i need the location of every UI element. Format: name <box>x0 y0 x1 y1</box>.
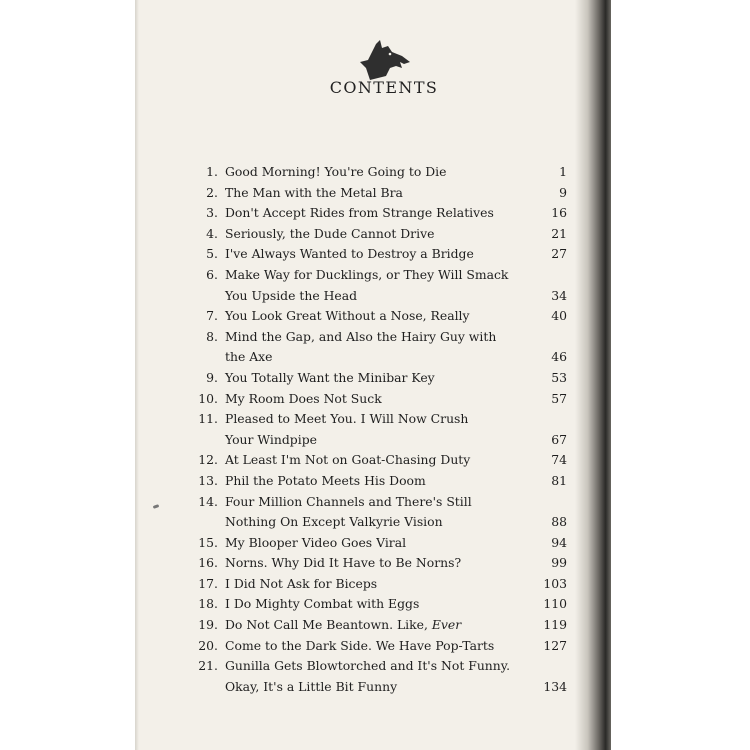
page-number: 127 <box>543 637 567 653</box>
toc-line <box>190 389 570 410</box>
toc-entry <box>190 389 570 410</box>
toc-line <box>190 615 570 636</box>
chapter-title: I Did Not Ask for Biceps <box>225 575 378 591</box>
toc-line <box>190 471 570 492</box>
toc-entry <box>190 471 570 492</box>
chapter-number: 20. <box>198 637 218 653</box>
toc-line <box>190 430 570 451</box>
chapter-title: Don't Accept Rides from Strange Relatives <box>225 205 494 221</box>
chapter-title: You Upside the Head <box>225 287 358 303</box>
toc-line <box>190 183 570 204</box>
chapter-number: 14. <box>198 493 218 509</box>
toc-entry <box>190 656 570 697</box>
toc-entry <box>190 306 570 327</box>
chapter-number: 21. <box>198 658 218 674</box>
toc-entry <box>190 162 570 183</box>
toc-entry <box>190 265 570 306</box>
toc-line <box>190 636 570 657</box>
chapter-title: Norns. Why Did It Have to Be Norns? <box>225 555 462 571</box>
chapter-title: Your Windpipe <box>225 431 317 447</box>
chapter-number: 2. <box>206 184 218 200</box>
chapter-number: 6. <box>206 266 218 282</box>
toc-line <box>190 162 570 183</box>
toc-line <box>190 244 570 265</box>
page-number: 57 <box>551 390 567 406</box>
spine-shadow <box>575 0 611 750</box>
chapter-title: Pleased to Meet You. I Will Now Crush <box>225 411 469 427</box>
page-number: 134 <box>543 678 567 694</box>
page-title: CONTENTS <box>329 78 439 97</box>
toc-line <box>190 203 570 224</box>
toc-line <box>190 492 570 513</box>
page-number: 21 <box>551 225 567 241</box>
toc-entry <box>190 368 570 389</box>
toc-line <box>190 533 570 554</box>
chapter-title: At Least I'm Not on Goat-Chasing Duty <box>225 452 471 468</box>
page-number: 103 <box>543 575 567 591</box>
chapter-number: 17. <box>198 575 218 591</box>
chapter-number: 3. <box>206 205 218 221</box>
chapter-number: 7. <box>206 308 218 324</box>
chapter-title: Mind the Gap, and Also the Hairy Guy with <box>225 328 497 344</box>
chapter-number: 12. <box>198 452 218 468</box>
page-number: 94 <box>551 534 567 550</box>
toc-line <box>190 553 570 574</box>
chapter-title: Make Way for Ducklings, or They Will Smack <box>225 266 509 282</box>
chapter-title: My Room Does Not Suck <box>225 390 382 406</box>
toc-entry <box>190 244 570 265</box>
toc-line <box>190 265 570 286</box>
chapter-number: 15. <box>198 534 218 550</box>
toc-line <box>190 574 570 595</box>
chapter-number: 16. <box>198 555 218 571</box>
page-number: 81 <box>551 472 567 488</box>
chapter-title: Seriously, the Dude Cannot Drive <box>225 225 435 241</box>
page-number: 53 <box>551 369 567 385</box>
toc-entry <box>190 450 570 471</box>
chapter-title: I've Always Wanted to Destroy a Bridge <box>225 246 474 262</box>
page-number: 34 <box>551 287 567 303</box>
chapter-number: 4. <box>206 225 218 241</box>
chapter-number: 10. <box>198 390 218 406</box>
toc-entry <box>190 636 570 657</box>
toc-line <box>190 224 570 245</box>
page-number: 40 <box>551 308 567 324</box>
page-number: 110 <box>543 596 567 612</box>
toc-line <box>190 409 570 430</box>
chapter-number: 13. <box>198 472 218 488</box>
toc-line <box>190 512 570 533</box>
toc-entry <box>190 574 570 595</box>
page-left-edge <box>135 0 139 750</box>
toc-line <box>190 677 570 698</box>
page-number: 119 <box>543 617 567 633</box>
toc-entry <box>190 615 570 636</box>
chapter-number: 18. <box>198 596 218 612</box>
page-number: 16 <box>551 205 567 221</box>
chapter-title: You Totally Want the Minibar Key <box>225 369 435 385</box>
chapter-title-italic: Ever <box>431 617 462 633</box>
chapter-title: Good Morning! You're Going to Die <box>225 164 447 179</box>
chapter-title: I Do Mighty Combat with Eggs <box>225 596 420 612</box>
chapter-title: Do Not Call Me Beantown. Like, Ever <box>225 617 462 633</box>
toc-entry <box>190 553 570 574</box>
toc-entry <box>190 533 570 554</box>
page-number: 88 <box>551 514 567 530</box>
toc-entry <box>190 492 570 533</box>
page-number: 74 <box>551 452 567 468</box>
chapter-title: Gunilla Gets Blowtorched and It's Not Funny. <box>225 658 511 674</box>
toc-entry <box>190 224 570 245</box>
toc-line <box>190 306 570 327</box>
toc-entry <box>190 203 570 224</box>
toc-entry <box>190 594 570 615</box>
toc-entry <box>190 409 570 450</box>
chapter-title: My Blooper Video Goes Viral <box>225 534 407 550</box>
chapter-number: 8. <box>206 328 218 344</box>
chapter-title: The Man with the Metal Bra <box>225 184 403 200</box>
toc-line <box>190 450 570 471</box>
chapter-title: the Axe <box>225 349 273 365</box>
toc-entry <box>190 327 570 368</box>
chapter-number: 5. <box>206 246 218 262</box>
chapter-title: Phil the Potato Meets His Doom <box>225 472 426 488</box>
toc-line <box>190 656 570 677</box>
page-number: 67 <box>551 431 567 447</box>
chapter-title: Four Million Channels and There's Still <box>225 493 472 509</box>
page-number: 99 <box>551 555 567 571</box>
chapter-title: You Look Great Without a Nose, Really <box>225 308 470 324</box>
chapter-number: 11. <box>198 411 218 427</box>
page-number: 1 <box>559 164 567 179</box>
toc-line <box>190 327 570 348</box>
wolf-head-icon <box>356 38 412 82</box>
page-number: 27 <box>551 246 567 262</box>
chapter-number: 1. <box>206 164 218 179</box>
toc-line <box>190 347 570 368</box>
table-of-contents <box>190 162 570 697</box>
toc-line <box>190 286 570 307</box>
toc-line <box>190 594 570 615</box>
page-number: 9 <box>559 184 567 200</box>
page-number: 46 <box>551 349 567 365</box>
chapter-number: 19. <box>198 617 218 633</box>
toc-entry <box>190 183 570 204</box>
toc-line <box>190 368 570 389</box>
chapter-title: Come to the Dark Side. We Have Pop-Tarts <box>225 637 495 653</box>
chapter-number: 9. <box>206 369 218 385</box>
chapter-title: Okay, It's a Little Bit Funny <box>225 678 398 694</box>
chapter-title: Nothing On Except Valkyrie Vision <box>225 514 443 530</box>
